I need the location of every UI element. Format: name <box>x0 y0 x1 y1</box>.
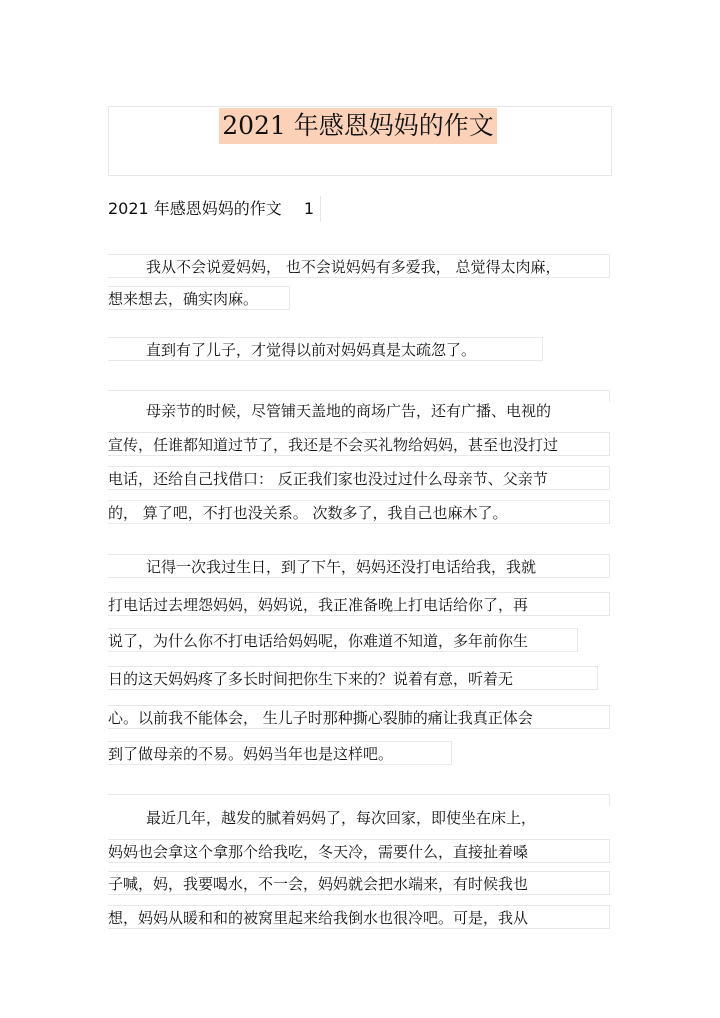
page-title: 2021 年感恩妈妈的作文 <box>219 108 497 144</box>
text-line: 电话，还给自己找借口： 反正我们家也没过过什么母亲节、父亲节 <box>108 466 610 490</box>
line-rule <box>108 794 610 806</box>
text-line: 想来想去，确实肉麻。 <box>108 286 290 310</box>
essay-heading-text: 2021 年感恩妈妈的作文 <box>108 199 282 218</box>
text-line: 到了做母亲的不易。妈妈当年也是这样吧。 <box>108 741 452 765</box>
essay-heading <box>108 196 321 222</box>
text-line: 想，妈妈从暖和和的被窝里起来给我倒水也很冷吧。可是，我从 <box>108 905 610 929</box>
text-line: 直到有了儿子，才觉得以前对妈妈真是太疏忽了。 <box>108 337 543 361</box>
text-line: 母亲节的时候，尽管铺天盖地的商场广告，还有广播、电视的 <box>146 402 552 420</box>
text-line: 最近几年，越发的腻着妈妈了，每次回家，即使坐在床上， <box>146 809 537 827</box>
text-line: 宣传，任谁都知道过节了，我还是不会买礼物给妈妈，甚至也没打过 <box>108 432 610 456</box>
text-line: 说了，为什么你不打电话给妈妈呢，你难道不知道，多年前你生 <box>108 628 578 652</box>
text-line: 心。以前我不能体会， 生儿子时那种撕心裂肺的痛让我真正体会 <box>108 705 610 729</box>
text-line: 的， 算了吧，不打也没关系。 次数多了，我自己也麻木了。 <box>108 500 610 524</box>
text-line: 日的这天妈妈疼了多长时间把你生下来的？说着有意，听着无 <box>108 666 598 690</box>
text-line: 我从不会说爱妈妈， 也不会说妈妈有多爱我， 总觉得太肉麻， <box>108 254 610 278</box>
essay-number: 1 <box>303 199 314 218</box>
text-line: 子喊，妈，我要喝水，不一会，妈妈就会把水端来，有时候我也 <box>108 871 610 895</box>
text-line: 打电话过去埋怨妈妈，妈妈说，我正准备晚上打电话给你了，再 <box>108 592 610 616</box>
text-line: 妈妈也会拿这个拿那个给我吃，冬天冷，需要什么，直接扯着嗓 <box>108 839 610 863</box>
text-line: 记得一次我过生日，到了下午，妈妈还没打电话给我，我就 <box>108 554 610 578</box>
